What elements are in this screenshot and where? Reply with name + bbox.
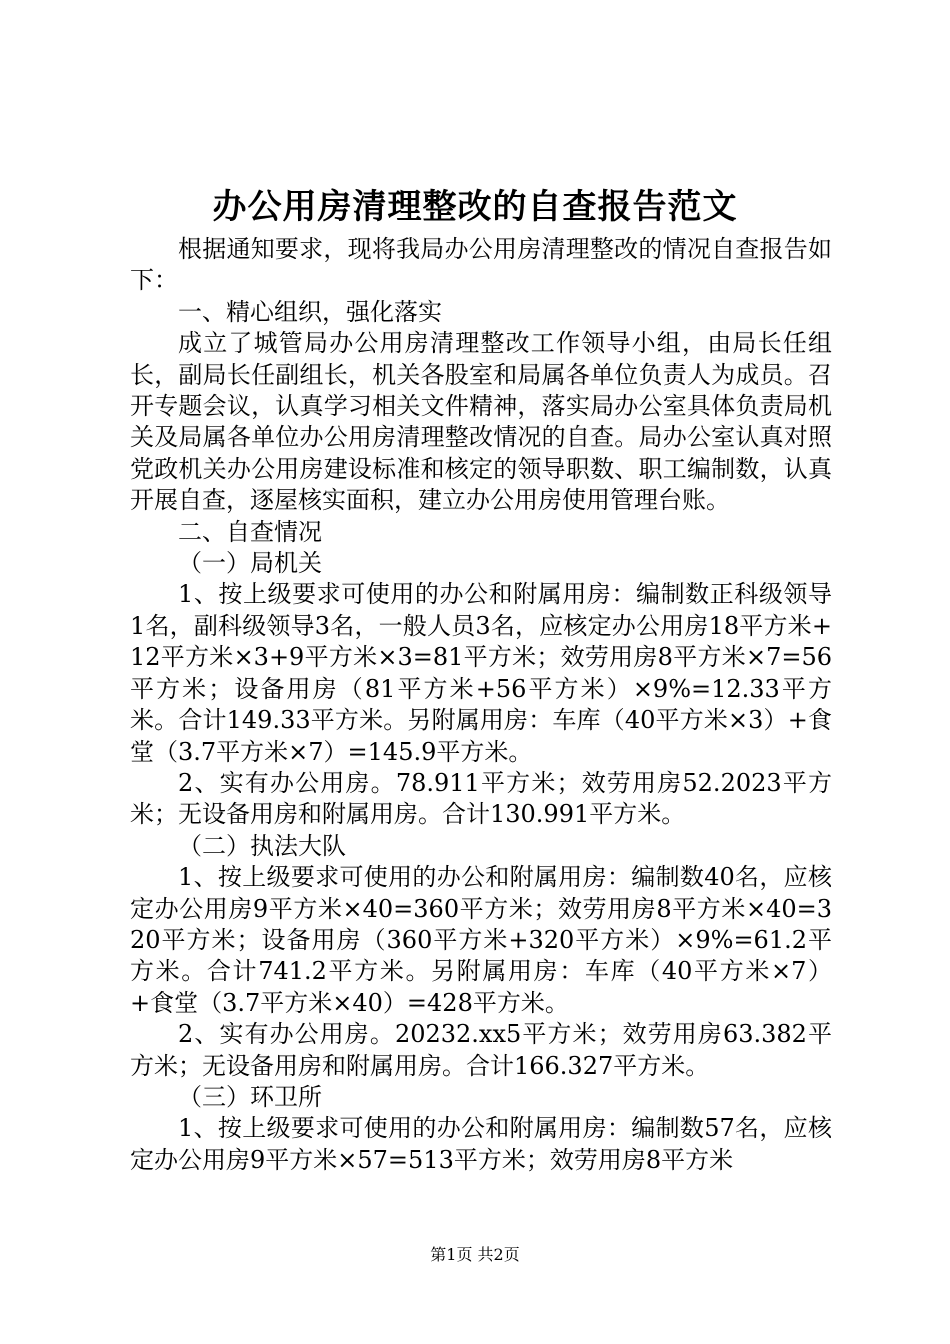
subsection-heading-enforcement: （二）执法大队 bbox=[178, 831, 346, 860]
paragraph-enforcement-actual: 2、实有办公用房。20232.xx5平方米；效劳用房63.382平方米；无设备用房和附属用房。合计166.327平方米。 bbox=[130, 1020, 832, 1080]
subsection-heading-sanitation: （三）环卫所 bbox=[178, 1082, 322, 1111]
section-heading-2: 二、自查情况 bbox=[178, 517, 322, 546]
paragraph-sanitation-allowed: 1、按上级要求可使用的办公和附属用房：编制数57名，应核定办公用房9平方米×57=513平方米；效劳用房8平方米 bbox=[130, 1114, 832, 1174]
document-title: 办公用房清理整改的自查报告范文 bbox=[212, 187, 738, 227]
paragraph-intro: 根据通知要求，现将我局办公用房清理整改的情况自查报告如下： bbox=[130, 235, 832, 295]
page-number-footer: 第1页 共2页 bbox=[430, 1245, 520, 1264]
subsection-heading-bureau: （一）局机关 bbox=[178, 549, 322, 578]
document-body bbox=[130, 234, 832, 1176]
paragraph-organization: 成立了城管局办公用房清理整改工作领导小组，由局长任组长，副局长任副组长，机关各股室和局属各单位负责人为成员。召开专题会议，认真学习相关文件精神，落实局办公室具体负责局机关及局属各单位办公用房清理整改情况的自查。局办公室认真对照党政机关办公用房建设标准和核定的领导职数、职工编制数，认真开展自查，逐屋核实面积，建立办公用房使用管理台账。 bbox=[130, 329, 832, 515]
paragraph-bureau-allowed: 1、按上级要求可使用的办公和附属用房：编制数正科级领导1名，副科级领导3名，一般人员3名，应核定办公用房18平方米+12平方米×3+9平方米×3=81平方米；效劳用房8平方米×7=56平方米；设备用房（81平方米+56平方米）×9%=12.33平方米。合计149.33平方米。另附属用房：车库（40平方米×3）+食堂（3.7平方米×7）=145.9平方米。 bbox=[130, 580, 832, 766]
paragraph-bureau-actual: 2、实有办公用房。78.911平方米；效劳用房52.2023平方米；无设备用房和附属用房。合计130.991平方米。 bbox=[130, 768, 832, 829]
paragraph-enforcement-allowed: 1、按上级要求可使用的办公和附属用房：编制数40名，应核定办公用房9平方米×40=360平方米；效劳用房8平方米×40=320平方米；设备用房（360平方米+320平方米）×9%=61.2平方米。合计741.2平方米。另附属用房：车库（40平方米×7）+食堂（3.7平方米×40）=428平方米。 bbox=[130, 863, 832, 1017]
section-heading-1: 一、精心组织，强化落实 bbox=[178, 297, 442, 326]
